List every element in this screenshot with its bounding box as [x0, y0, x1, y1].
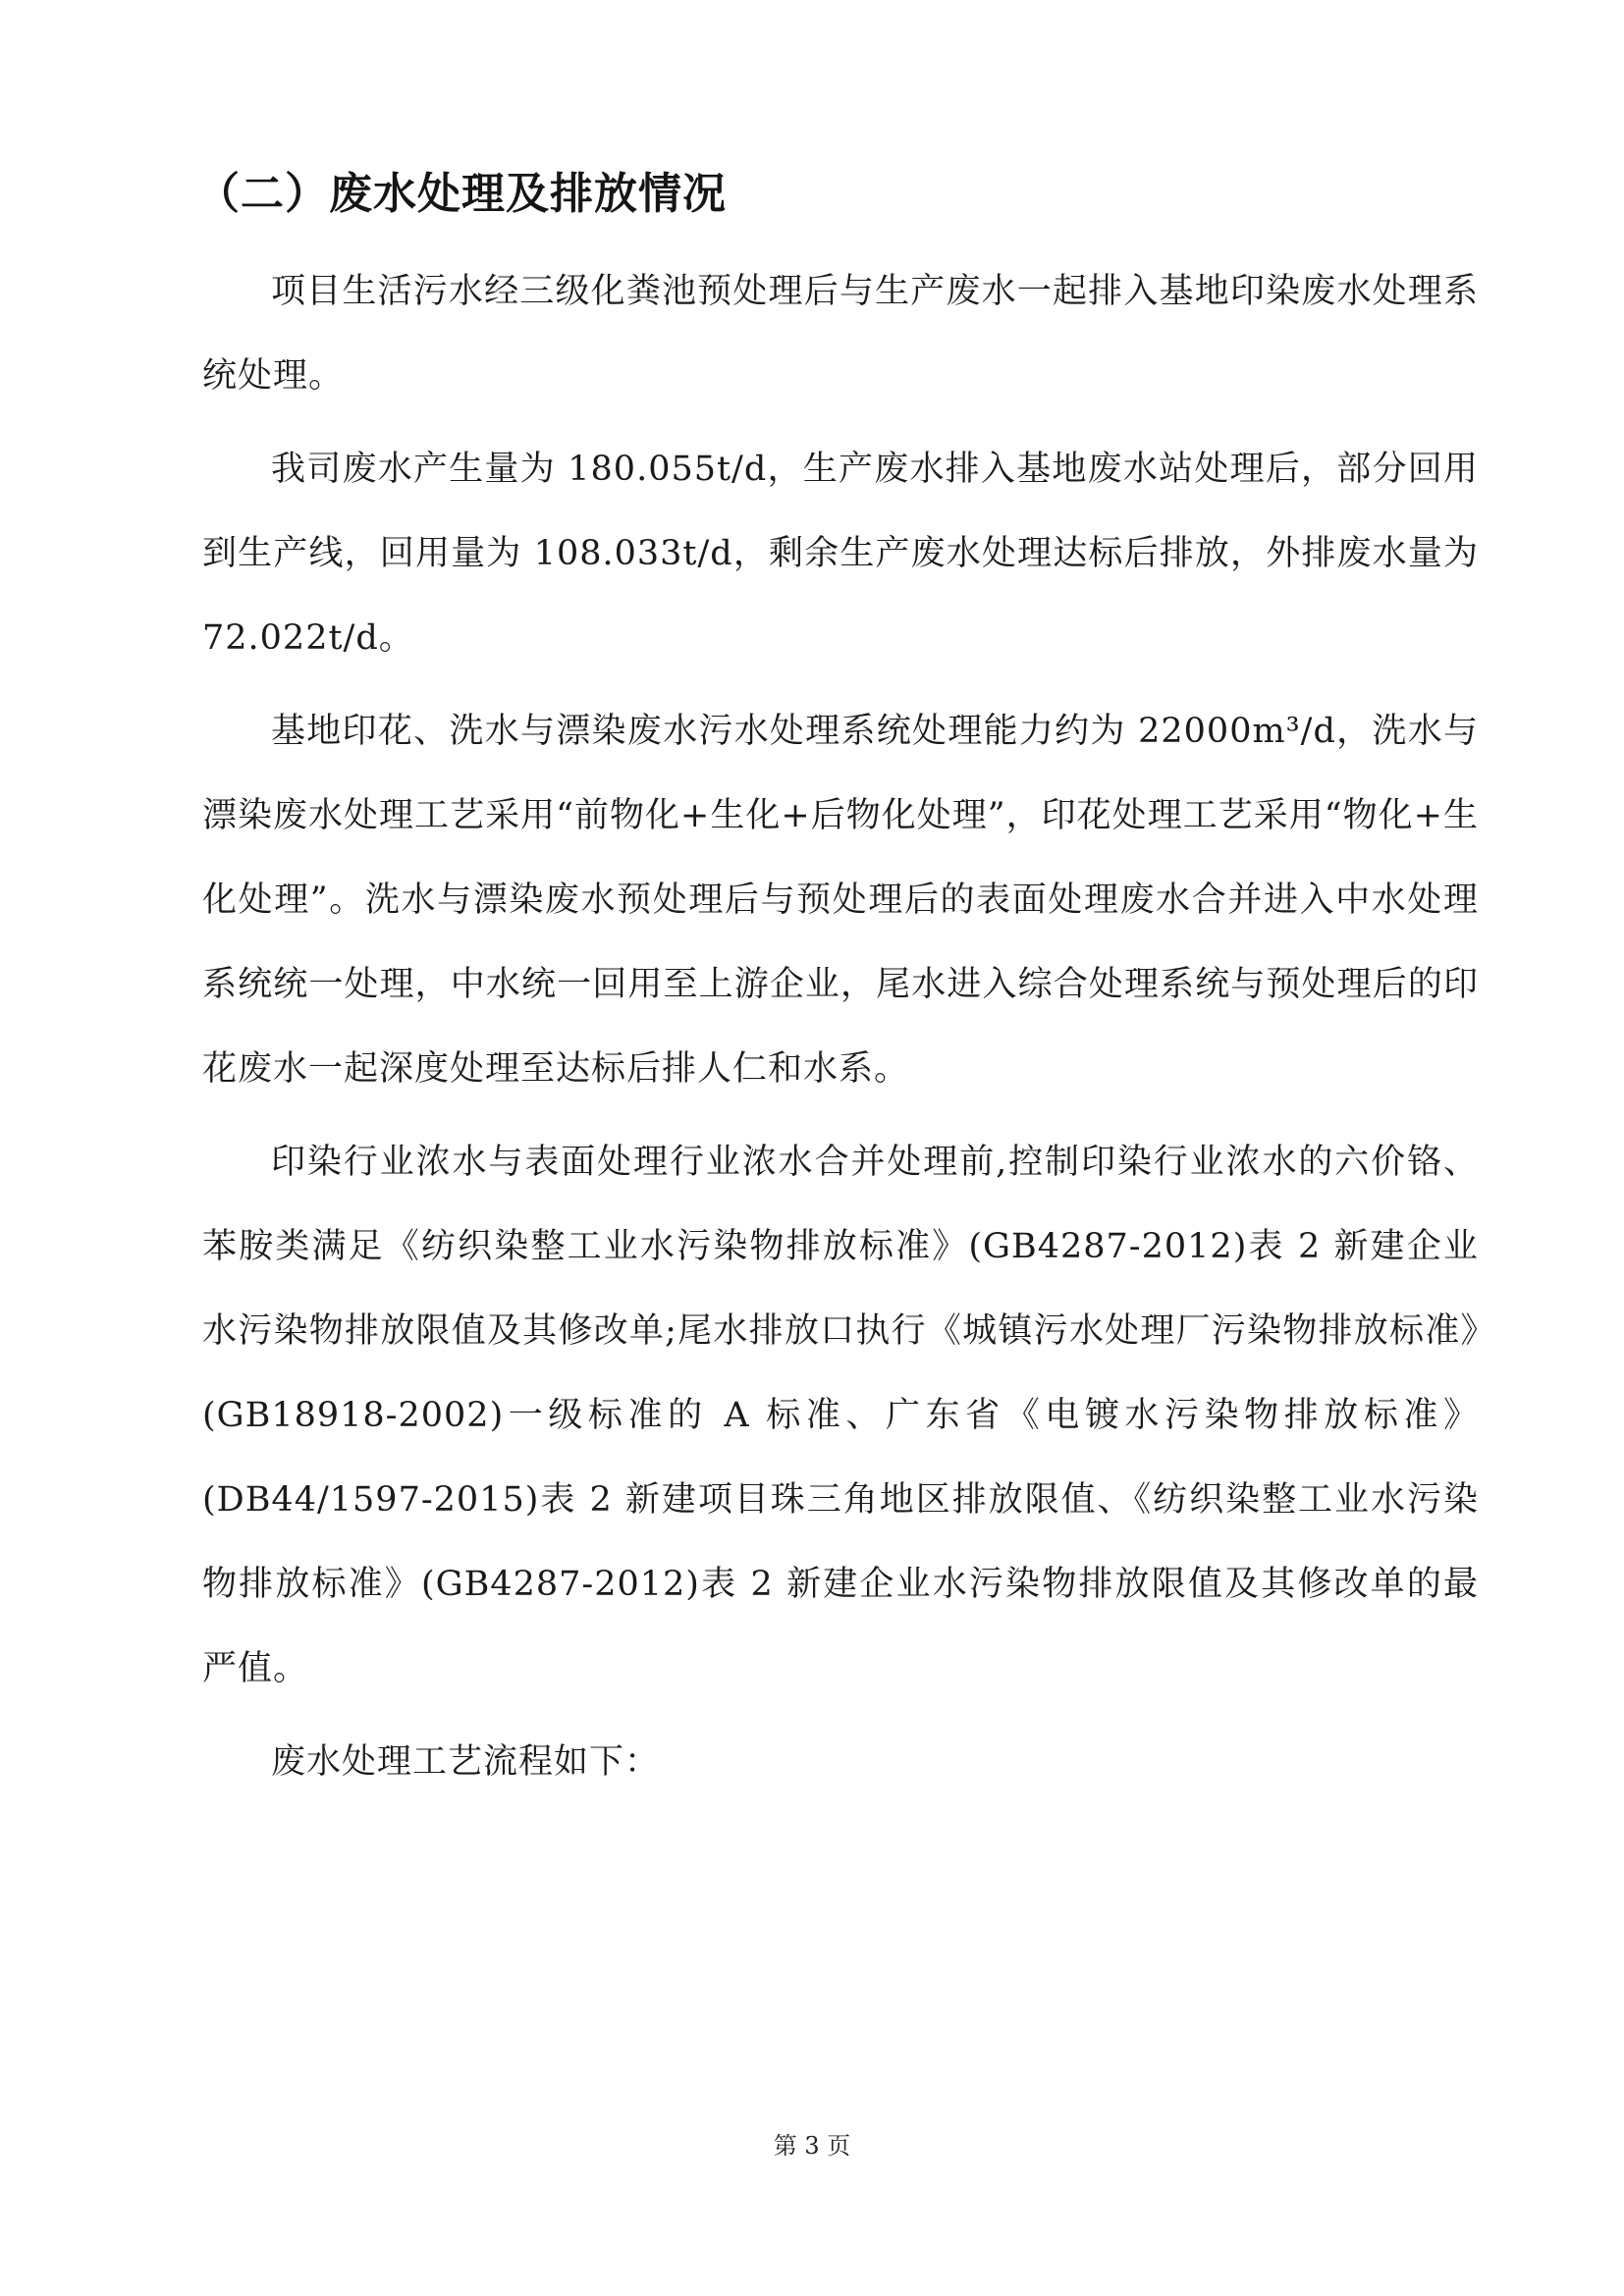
section-heading: （二）废水处理及排放情况	[196, 169, 727, 219]
document-body	[202, 249, 1479, 1813]
paragraph-discharge-standards: 印染行业浓水与表面处理行业浓水合并处理前,控制印染行业浓水的六价铬、苯胺类满足《纺织染整工业水污染物排放标准》(GB4287-2012)表 2 新建企业水污染物排放限值及其修改单;尾水排放口执行《城镇污水处理厂污染物排放标准》(GB18918-2002)一级标准的 A 标准、广东省《电镀水污染物排放标准》(DB44/1597-2015)表 2 新建项目珠三角地区排放限值、《纺织染整工业水污染物排放标准》(GB4287-2012)表 2 新建企业水污染物排放限值及其修改单的最严值。	[202, 1143, 1479, 1688]
page-number: 第 3 页	[773, 2132, 851, 2160]
paragraph-process-flow-intro: 废水处理工艺流程如下：	[271, 1742, 661, 1782]
paragraph-treatment-system: 基地印花、洗水与漂染废水污水处理系统处理能力约为 22000m³/d，洗水与漂染废水处理工艺采用“前物化+生化+后物化处理”，印花处理工艺采用“物化+生化处理”。洗水与漂染废水预处理后与预处理后的表面处理废水合并进入中水处理系统统一处理，中水统一回用至上游企业，尾水进入综合处理系统与预处理后的印花废水一起深度处理至达标后排人仁和水系。	[202, 712, 1479, 1089]
paragraph-wastewater-volume: 我司废水产生量为 180.055t/d，生产废水排入基地废水站处理后，部分回用到生产线，回用量为 108.033t/d，剩余生产废水处理达标后排放，外排废水量为 72.022t/d。	[202, 450, 1479, 658]
paragraph-domestic-sewage: 项目生活污水经三级化粪池预处理后与生产废水一起排入基地印染废水处理系统处理。	[202, 272, 1479, 396]
